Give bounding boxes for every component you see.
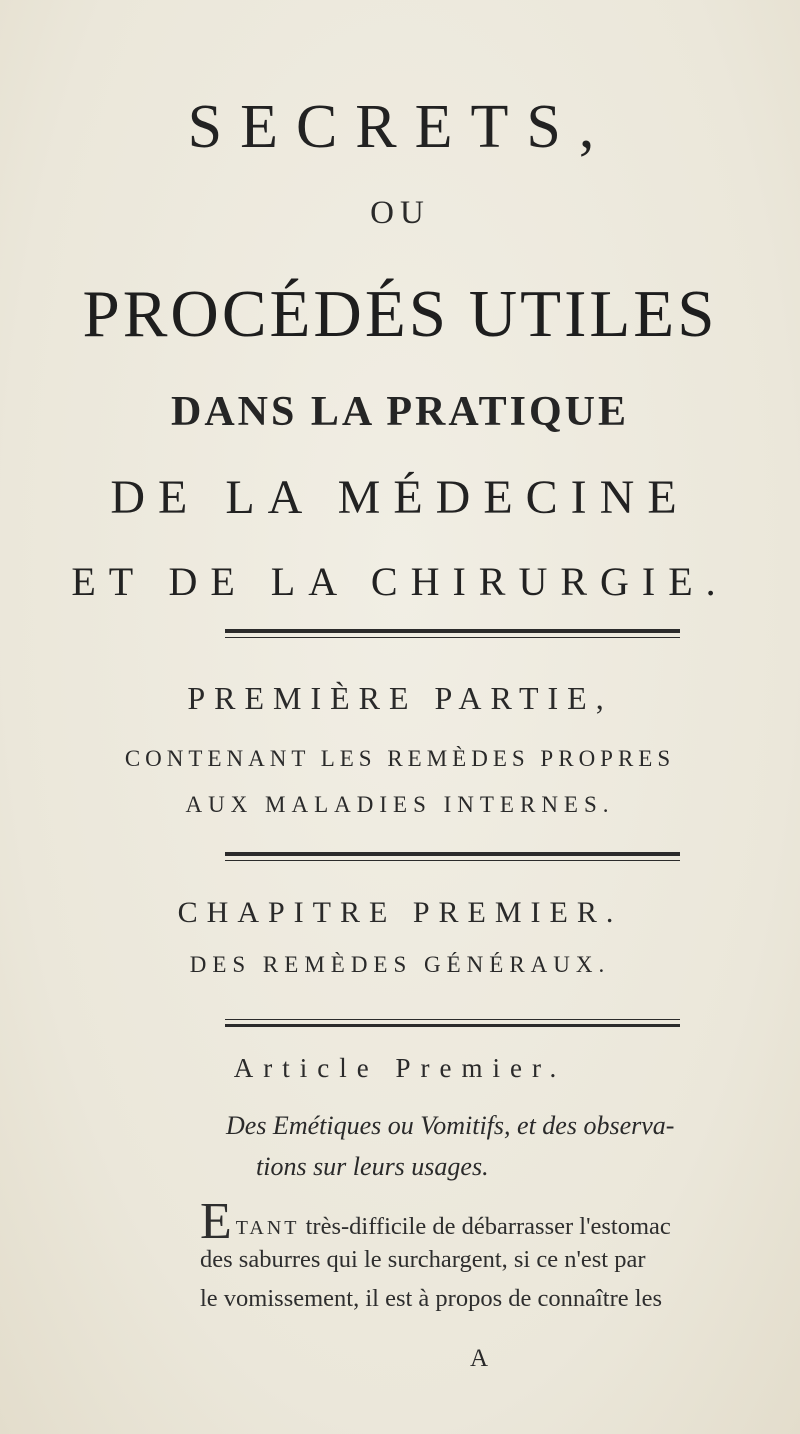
title-procedes-utiles: PROCÉDÉS UTILES [82,277,718,351]
divider-rule-3a [225,1019,680,1020]
body-line-3: le vomissement, il est à propos de connaître les [200,1285,662,1312]
body-line-2: des saburres qui le surchargent, si ce n'est par [200,1246,646,1273]
title-de-la-medecine: DE LA MÉDECINE [110,471,690,524]
divider-rule-2b [225,860,680,861]
divider-rule-3b [225,1024,680,1027]
divider-rule-1a [225,629,680,633]
part-subtitle-line2: AUX MALADIES INTERNES. [185,792,615,817]
chapter-subtitle: DES REMÈDES GÉNÉRAUX. [189,952,611,977]
part-heading: PREMIÈRE PARTIE, [187,680,613,716]
drop-cap: E [200,1193,232,1250]
title-ou: OU [370,195,430,231]
divider-rule-2a [225,852,680,856]
divider-rule-1b [225,637,680,638]
article-heading: Article Premier. [233,1053,567,1083]
part-subtitle-line1: CONTENANT LES REMÈDES PROPRES [124,746,676,771]
article-subtitle-line2: tions sur leurs usages. [256,1152,489,1181]
title-dans-la-pratique: DANS LA PRATIQUE [171,389,629,435]
title-et-de-la-chirurgie: ET DE LA CHIRURGIE. [71,559,729,604]
article-subtitle-line1: Des Emétiques ou Vomitifs, et des observa- [226,1111,675,1140]
body-line-1-text: très-difficile de débarrasser l'estomac [305,1213,671,1240]
first-word-smallcaps: TANT [235,1217,300,1239]
catchword-signature: A [470,1345,489,1372]
chapter-heading: CHAPITRE PREMIER. [177,896,623,929]
title-secrets: SECRETS, [187,93,613,161]
